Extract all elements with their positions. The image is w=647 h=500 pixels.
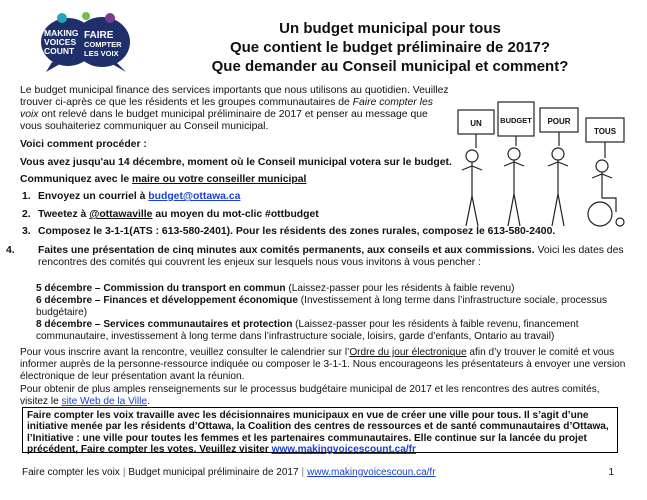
sign-pour: POUR xyxy=(547,117,571,126)
title-line-2: Que contient le budget préliminaire de 2017? xyxy=(229,39,551,56)
page-footer xyxy=(22,467,614,479)
document-titles xyxy=(150,19,630,76)
title-line-1: Un budget municipal pour tous xyxy=(279,20,501,37)
meeting-title: 5 décembre – Commission du transport en commun xyxy=(36,283,286,294)
footer-website-link[interactable]: www.makingvoicescoun.ca/fr xyxy=(307,467,436,478)
meeting-detail: (Laissez-passer pour les résidents à faible revenu, financement communautaire, investissement à long terme dans l’infrastructure sociale, loisirs, garde d’enfants, Ontario au travail) xyxy=(36,319,579,342)
step-text: Tweetez à xyxy=(38,209,90,220)
intro-paragraph xyxy=(20,85,450,133)
logo-line1: MAKING xyxy=(44,28,79,38)
meeting-1 xyxy=(36,283,626,295)
footer-separator: | xyxy=(301,467,305,478)
step-number: 3. xyxy=(22,226,31,237)
meeting-title: 8 décembre – Services communautaires et protection xyxy=(36,319,293,330)
step-text-bold: Faites une présentation de cinq minutes aux comités permanents, aux conseils et aux commissions. xyxy=(38,245,535,256)
more-info-paragraph xyxy=(20,384,627,408)
about-text: Faire compter les voix travaille avec les décisionnaires municipaux en vue de créer une ville pour tous. Il s’agit d’une initiative menée par les résidents d’Ottawa, la Coalition des centres de ressources et de santé communautaires d’Ottawa, l’Initiative : une ville pour toutes les femmes et les partenaires communautaires. Elle continue sur la lancée du projet précédent, Faire compter les votes. Veuillez visiter xyxy=(27,410,609,455)
mayor-councillor-link[interactable]: maire ou votre conseiller municipal xyxy=(132,174,307,185)
logo-line5: COMPTER xyxy=(84,40,122,49)
step-number: 4. xyxy=(6,245,15,256)
step-number: 2. xyxy=(22,209,31,220)
sign-tous: TOUS xyxy=(593,127,617,136)
city-website-link[interactable]: site Web de la Ville xyxy=(61,395,147,407)
more-info-text: Pour obtenir de plus amples renseignements sur le processus budgétaire municipal de 2017 et les rencontres des autres comités, visitez le xyxy=(20,384,600,407)
deadline-text: Vous avez jusqu'au 14 décembre, moment où le Conseil municipal votera sur le budget. xyxy=(20,157,452,168)
logo-line3: COUNT xyxy=(44,46,75,56)
register-paragraph xyxy=(20,347,627,382)
logo-line2: VOICES xyxy=(44,37,77,47)
step-number: 1. xyxy=(22,191,31,202)
step-3 xyxy=(22,226,627,238)
register-text-2: afin d’y trouver le comité et vous informer auprès de la personne-ressource indiquée ou composer le 3-1-1. Nous encourageons les présentateurs à envoyer une version électronique de leur présentation avant la réunion. xyxy=(20,347,626,382)
meeting-2 xyxy=(36,295,626,318)
footer-title: Budget municipal préliminaire de 2017 xyxy=(128,467,299,478)
making-voices-count-logo xyxy=(40,12,132,74)
logo-line6: LES VOIX xyxy=(84,49,119,58)
step-2 xyxy=(22,209,627,221)
electronic-agenda-link[interactable]: Ordre du jour électronique xyxy=(349,347,467,358)
step-text-rest: Voici les dates des rencontres des comités qui couvrent les enjeux sur lesquels nous vous invitons à vous pencher : xyxy=(38,245,624,268)
more-info-end: . xyxy=(147,395,150,407)
page-number: 1 xyxy=(608,467,614,478)
about-website-link[interactable]: www.makingvoicescount.ca/fr xyxy=(271,443,416,455)
logo-graphic xyxy=(40,12,132,74)
meeting-detail: (Investissement à long terme dans l’infrastructure sociale, processus budgétaire) xyxy=(36,295,608,318)
ottawaville-twitter-link[interactable]: @ottawaville xyxy=(89,209,153,220)
step-text: Envoyez un courriel à xyxy=(38,191,149,202)
intro-text-2: ont relevé dans le budget municipal préliminaire de 2017 et penser au message que vous souhaiteriez communiquer au Conseil municipal. xyxy=(20,109,428,132)
meeting-title: 6 décembre – Finances et développement économique xyxy=(36,295,298,306)
about-box xyxy=(22,407,618,453)
budget-email-link[interactable]: budget@ottawa.ca xyxy=(148,191,241,202)
step-4 xyxy=(6,245,643,269)
intro-italic: Faire compter les voix xyxy=(20,97,433,120)
sign-budget: BUDGET xyxy=(500,116,532,125)
logo-line4: FAIRE xyxy=(84,30,114,41)
contact-prefix: Communiquez avec le xyxy=(20,174,133,185)
how-to-heading: Voici comment procéder : xyxy=(20,139,147,150)
footer-separator: | xyxy=(122,467,126,478)
sign-un: UN xyxy=(470,119,482,128)
intro-text-1: Le budget municipal finance des services importants que nous utilisons au quotidien. Veuillez trouver ci-après ce que les résidents et les groupes communautaires de xyxy=(20,85,449,108)
step-1 xyxy=(22,191,627,203)
meeting-detail: (Laissez-passer pour les résidents à faible revenu) xyxy=(285,283,515,294)
title-line-3: Que demander au Conseil municipal et comment? xyxy=(211,58,569,75)
footer-org: Faire compter les voix xyxy=(22,467,120,478)
step-text-rest: au moyen du mot-clic #ottbudget xyxy=(152,209,319,220)
contact-line xyxy=(20,174,306,186)
step-text: Composez le 3-1-1(ATS : 613-580-2401). Pour les résidents des zones rurales, composez le 613-580-2400. xyxy=(38,226,556,237)
register-text-1: Pour vous inscrire avant la rencontre, veuillez consulter le calendrier sur l’ xyxy=(20,347,350,358)
meeting-3 xyxy=(36,319,626,342)
